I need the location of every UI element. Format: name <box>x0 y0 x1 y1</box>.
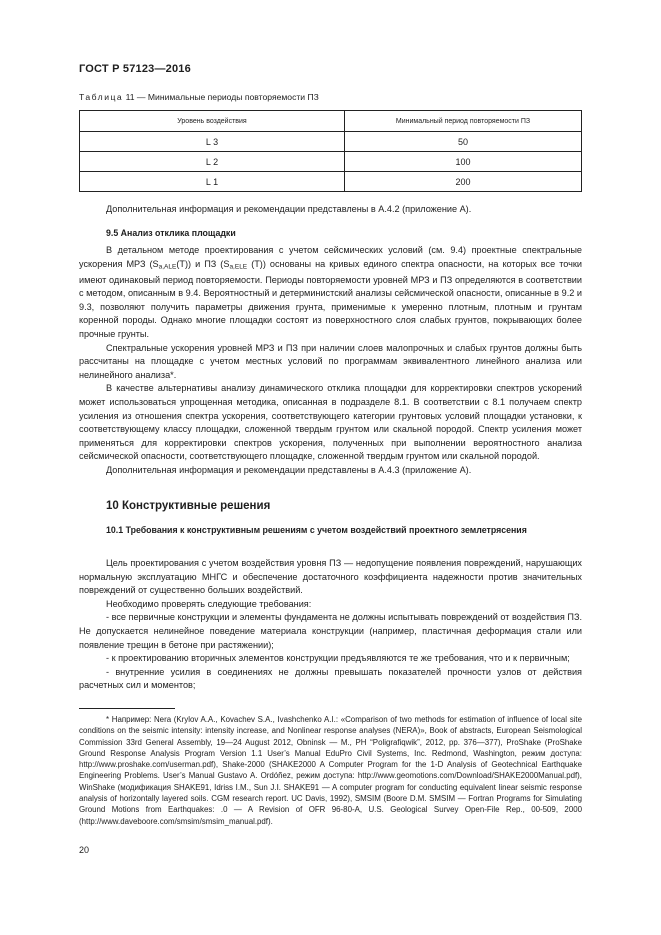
paragraph-text: Дополнительная информация и рекомендации представлены в А.4.2 (приложение А). <box>106 204 472 214</box>
column-header-level: Уровень воздействия <box>80 111 345 132</box>
table-cell-period: 100 <box>345 152 582 172</box>
subscript-ale: a,ALE <box>158 263 177 271</box>
footnote <box>79 714 582 827</box>
paragraph-10-1-2: Необходимо проверять следующие требования: <box>106 598 312 609</box>
table-cell-period: 50 <box>345 132 582 152</box>
table-cell-level: L 2 <box>80 152 345 172</box>
footnote-text: * Например: Nera (Krylov A.A., Kovachev S.A., Ivashchenko A.I.: «Comparison of two methods for estimation of influence of local site conditions on the seismic intensity: intensity increase, and Nonlinear response analyses (NERA)», Book of abstracts, European Seismological Commission 33rd General Assembly, 19—24 August 2012, Obninsk — M., PH “Poligrafiqwik”, 2012, pp. 376—377), ProShake (ProShake Ground Response Analysis Program Version 1.1 User’s Manual EduPro Civil Systems, Inc. Redmond, Washington, режим доступа: http://www.proshake.com/userman.pdf), Shake-2000 (SHAKE2000 A Computer Program for the 1-D Analysis of Geotechnical Earthquake Engineering Problems. User’s Manual Gustavo A. Ordóñez, режим доступа: http://www.geomotions.com/Download/SHAKE2000Manual.pdf), WinShake (модификация SHAKE91, Idriss I.M., Sun J.I. SHAKE91 — A computer program for conducting equivalent linear seismic response analysis of horizontally layered soils. CGM research report. UC Davis, 1992), SMSIM (Boore D.M. SMSIM — Fortran Programs for Simulating Ground Motions from Earthquakes: .0 — A Revision of OFR 96-80-A, U.S. Geological Survey Open-File Rep., 00-509, 2000 (http://www.daveboore.com/smsim/smsim_manual.pdf). <box>79 715 582 826</box>
table-cell-level: L 3 <box>80 132 345 152</box>
page-number: 20 <box>79 845 90 855</box>
column-header-period: Минимальный период повторяемости ПЗ <box>345 111 582 132</box>
min-periods-table <box>79 110 582 192</box>
paragraph-text: (T)) и ПЗ (S <box>176 258 230 269</box>
section-9-5-body <box>79 244 582 478</box>
table-caption-title: 11 — Минимальные периоды повторяемости ПЗ <box>125 92 319 102</box>
paragraph-9-5-2: Спектральные ускорения уровней МРЗ и ПЗ при наличии слоев малопрочных и слабых грунтов должны быть рассчитаны на площадке с учетом местных условий по программам эквивалентного линейного анализа или нелинейного анализа*. <box>79 342 582 380</box>
list-item: - внутренние усилия в соединениях не должны превышать показателей прочности узлов от действия расчетных сил и моментов; <box>79 666 582 691</box>
paragraph-extra-info-1 <box>79 203 582 217</box>
table-caption-word: Таблица <box>79 92 124 102</box>
section-10-1-heading: 10.1 Требования к конструктивным решениям с учетом воздействий проектного землетрясения <box>106 525 527 535</box>
table-cell-level: L 1 <box>80 172 345 192</box>
table-cell-period: 200 <box>345 172 582 192</box>
subscript-ele: a,ELE <box>229 263 248 271</box>
document-code-header: ГОСТ Р 57123—2016 <box>79 63 191 75</box>
section-10-1-body <box>79 557 582 693</box>
list-item: - все первичные конструкции и элементы фундамента не должны испытывать повреждений от воздействия ПЗ. Не допускается нелинейное поведение материала конструкции (например, пластичная деформация стали или появление трещин в бетоне при растяжении); <box>79 612 582 650</box>
paragraph-9-5-3: В качестве альтернативы анализу динамического отклика площадки для корректировки спектров ускорений может использоваться упрощенная методика, описанная в подразделе 8.1. В соответствии с 8.1 получаем спектр усиления из отношения спектра ускорения, соответствующего категории грунтовых условий площадки установки, к соответствующему классу площадки, сложенной твердым грунтом или скальной породой. Спектр усиления может применяться для корректировки спектров ускорения, полученных при выполнении вероятностного анализа сейсмической опасности, соответствующего площадке, сложенной твердым грунтом или скальной породой. <box>79 383 582 462</box>
table-row <box>80 132 582 152</box>
paragraph-text: В детальном методе проектирования с учетом сейсмических условий (см. 9.4) проектные спектральные ускорения МРЗ (S <box>79 245 582 269</box>
paragraph-text: (T)) основаны на кривых единого спектра опасности, на которых все точки имеют одинаковый период повторяемости. Периоды повторяемости уровней МРЗ и ПЗ определяются в соответствии с методом, описанным в 9.4. Вероятностный и детерминистский анализы сейсмической опасности, описанные в 9.2 и 9.3, позволяют получить параметры движения грунта, применимые к умеренно плотным, плотным и грунтам коренной породы. Однако многие площадки состоят из поверхностного слоя слабых грунтов, покрывающих более прочные грунты. <box>79 258 583 340</box>
section-9-5-heading: 9.5 Анализ отклика площадки <box>106 228 236 238</box>
paragraph-10-1-1: Цель проектирования с учетом воздействия уровня ПЗ — недопущение появления повреждений, нарушающих нормальную эксплуатацию МНГС и обеспечение достаточного коэффициента надежности против значительных повреждений от существенно больших воздействий. <box>79 558 582 596</box>
paragraph-9-5-1 <box>79 244 582 342</box>
section-10-heading: 10 Конструктивные решения <box>106 500 271 512</box>
footnote-divider <box>79 708 175 709</box>
table-row <box>80 172 582 192</box>
list-item: - к проектированию вторичных элементов конструкции предъявляются те же требования, что и к первичным; <box>106 653 570 664</box>
table-row <box>80 152 582 172</box>
table-header-row <box>80 111 582 132</box>
table-caption <box>79 92 319 102</box>
paragraph-9-5-4: Дополнительная информация и рекомендации представлены в А.4.3 (приложение А). <box>106 465 472 475</box>
